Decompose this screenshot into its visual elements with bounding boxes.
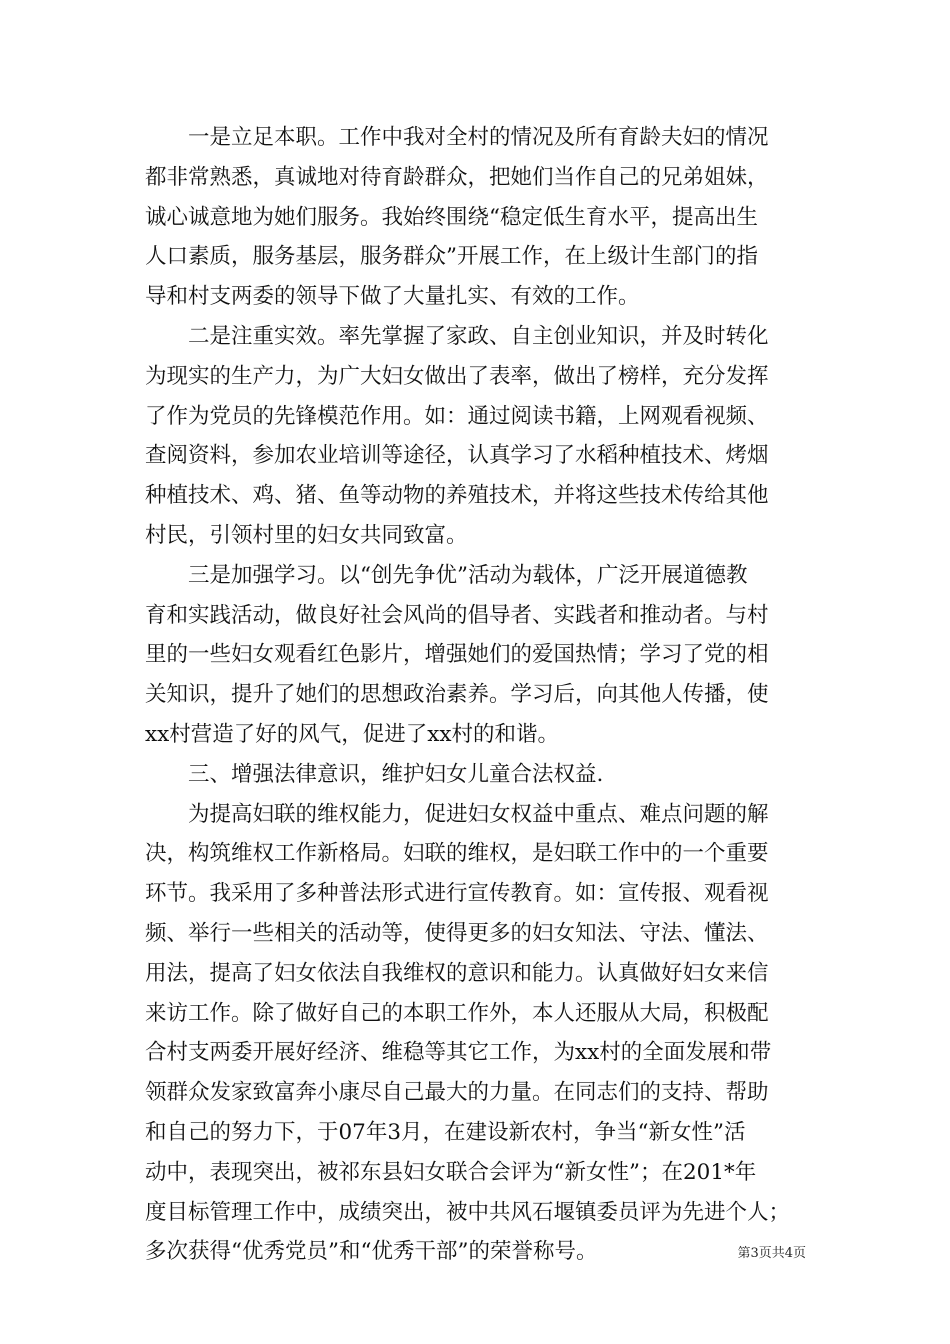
text-line: 和自己的努力下，于07年3月，在建设新农村，争当“新女性”活	[145, 1119, 746, 1145]
text-line: 关知识，提升了她们的思想政治素养。学习后，向其他人传播，使	[145, 682, 769, 708]
text-line: 里的一些妇女观看红色影片，增强她们的爱国热情；学习了党的相	[145, 642, 769, 668]
text-line: 了作为党员的先锋模范作用。如：通过阅读书籍，上网观看视频、	[145, 403, 769, 429]
text-line: 决，构筑维权工作新格局。妇联的维权，是妇联工作中的一个重要	[145, 841, 769, 867]
text-line: 导和村支两委的领导下做了大量扎实、有效的工作。	[145, 284, 640, 310]
text-line: 诚心诚意地为她们服务。我始终围绕“稳定低生育水平，提高出生	[145, 204, 758, 230]
text-line: 三、增强法律意识，维护妇女儿童合法权益.	[188, 761, 604, 787]
text-line: xx村营造了好的风气，促进了xx村的和谐。	[145, 721, 560, 747]
text-line: 来访工作。除了做好自己的本职工作外，本人还服从大局，积极配	[145, 1000, 769, 1026]
text-line: 动中，表现突出，被祁东县妇女联合会评为“新女性”；在201*年	[145, 1159, 757, 1185]
text-line: 领群众发家致富奔小康尽自己最大的力量。在同志们的支持、帮助	[145, 1080, 769, 1106]
text-line: 查阅资料，参加农业培训等途径，认真学习了水稻种植技术、烤烟	[145, 443, 769, 469]
text-line: 多次获得“优秀党员”和“优秀干部”的荣誉称号。	[145, 1239, 598, 1265]
text-line: 村民，引领村里的妇女共同致富。	[145, 522, 468, 548]
text-line: 合村支两委开展好经济、维稳等其它工作，为xx村的全面发展和带	[145, 1040, 772, 1066]
text-line: 用法，提高了妇女依法自我维权的意识和能力。认真做好妇女来信	[145, 960, 769, 986]
text-line: 度目标管理工作中，成绩突出，被中共风石堰镇委员评为先进个人；	[145, 1199, 791, 1225]
text-line: 二是注重实效。率先掌握了家政、自主创业知识，并及时转化	[188, 323, 769, 349]
text-line: 为现实的生产力，为广大妇女做出了表率，做出了榜样，充分发挥	[145, 363, 769, 389]
text-line: 三是加强学习。以“创先争优”活动为载体，广泛开展道德教	[188, 562, 748, 588]
text-line: 环节。我采用了多种普法形式进行宣传教育。如：宣传报、观看视	[145, 881, 769, 907]
page-number-footer: 第3页共4页	[737, 1246, 806, 1261]
text-line: 育和实践活动，做良好社会风尚的倡导者、实践者和推动者。与村	[145, 602, 769, 628]
document-body	[145, 118, 807, 1272]
text-line: 一是立足本职。工作中我对全村的情况及所有育龄夫妇的情况	[188, 125, 769, 150]
text-line: 为提高妇联的维权能力，促进妇女权益中重点、难点问题的解	[188, 801, 769, 827]
text-line: 人口素质，服务基层，服务群众”开展工作，在上级计生部门的指	[145, 244, 758, 270]
text-line: 种植技术、鸡、猪、鱼等动物的养殖技术，并将这些技术传给其他	[145, 483, 769, 509]
text-line: 频、举行一些相关的活动等，使得更多的妇女知法、守法、懂法、	[145, 920, 769, 946]
text-line: 都非常熟悉，真诚地对待育龄群众，把她们当作自己的兄弟姐妹，	[145, 164, 769, 190]
